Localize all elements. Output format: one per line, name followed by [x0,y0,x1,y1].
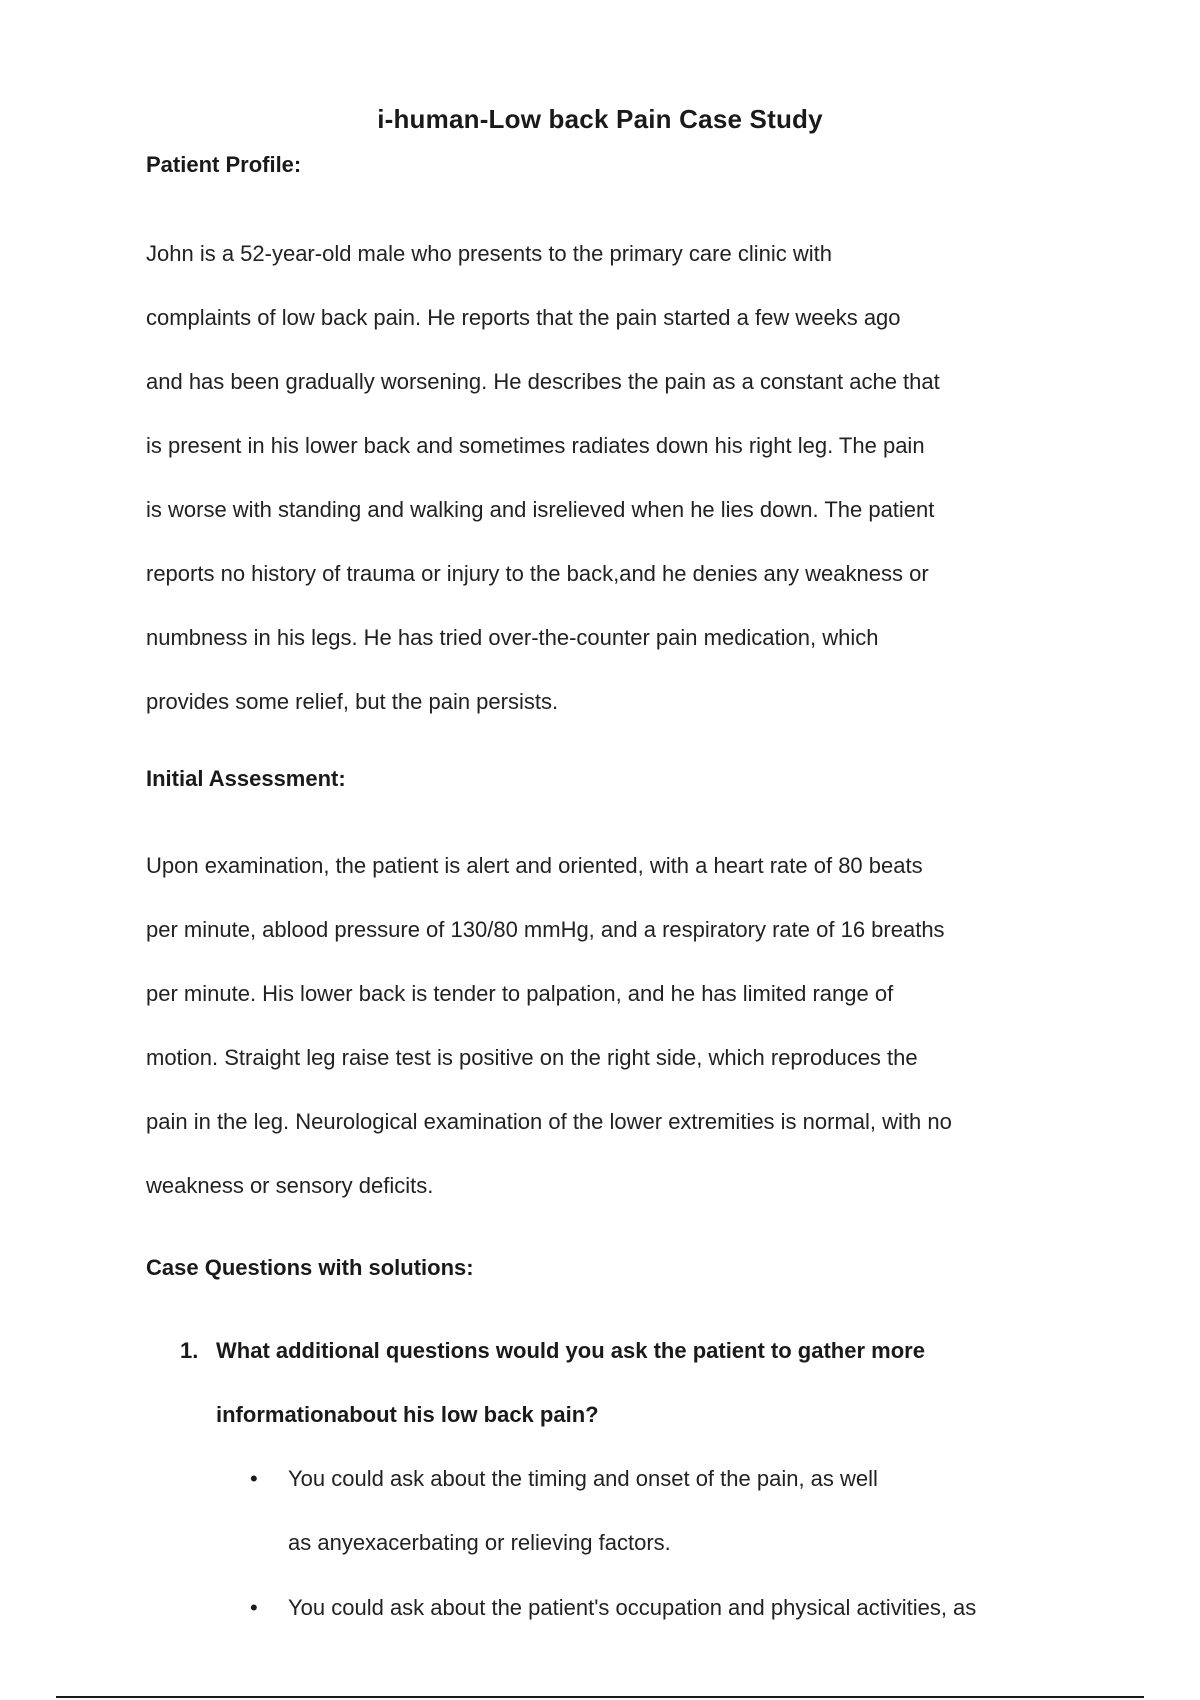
bullet-line: You could ask about the patient's occupation and physical activities, as [288,1595,977,1620]
bullet-text [288,1447,878,1575]
question-text [216,1319,925,1447]
bullet-text [288,1576,976,1640]
document-title: i-human-Low back Pain Case Study [377,104,823,134]
paragraph-line: is present in his lower back and sometimes radiates down his right leg. The pain [146,433,925,458]
page-bottom-rule [56,1696,1144,1698]
bullet-icon: • [250,1595,258,1620]
paragraph-line: per minute, ablood pressure of 130/80 mmHg, and a respiratory rate of 16 breaths [146,917,945,942]
question-line: What additional questions would you ask the patient to gather more [216,1338,925,1363]
question-number: 1. [180,1338,199,1363]
patient-profile-paragraph [146,222,1076,734]
paragraph-line: numbness in his legs. He has tried over-the-counter pain medication, which [146,625,879,650]
paragraph-line: motion. Straight leg raise test is positive on the right side, which reproduces the [146,1045,918,1070]
paragraph-line: John is a 52-year-old male who presents to the primary care clinic with [146,241,832,266]
bullet-line: as anyexacerbating or relieving factors. [288,1530,671,1555]
bullet-icon: • [250,1466,258,1491]
question-line: informationabout his low back pain? [216,1402,599,1427]
paragraph-line: complaints of low back pain. He reports that the pain started a few weeks ago [146,305,901,330]
paragraph-line: Upon examination, the patient is alert and oriented, with a heart rate of 80 beats [146,853,923,878]
patient-profile-heading: Patient Profile: [146,152,302,177]
paragraph-line: is worse with standing and walking and isrelieved when he lies down. The patient [146,497,935,522]
paragraph-line: pain in the leg. Neurological examination of the lower extremities is normal, with no [146,1109,952,1134]
paragraph-line: weakness or sensory deficits. [146,1173,434,1198]
initial-assessment-heading: Initial Assessment: [146,766,346,791]
bullet-line: You could ask about the timing and onset of the pain, as well [288,1466,878,1491]
paragraph-line: and has been gradually worsening. He describes the pain as a constant ache that [146,369,940,394]
case-questions-heading: Case Questions with solutions: [146,1255,474,1280]
paragraph-line: reports no history of trauma or injury to the back,and he denies any weakness or [146,561,929,586]
paragraph-line: provides some relief, but the pain persists. [146,689,559,714]
paragraph-line: per minute. His lower back is tender to palpation, and he has limited range of [146,981,894,1006]
initial-assessment-paragraph [146,834,1076,1218]
